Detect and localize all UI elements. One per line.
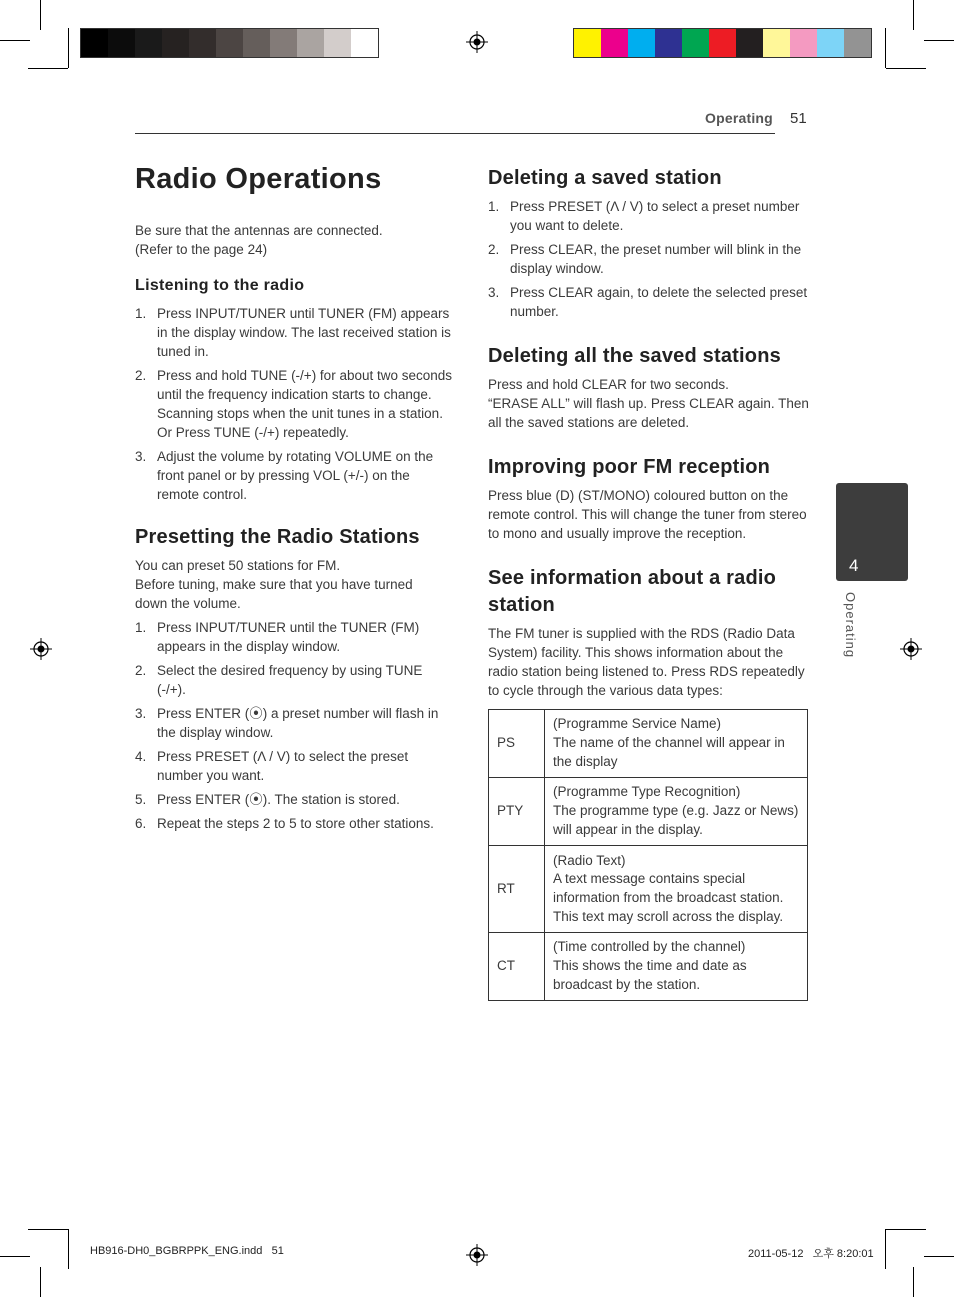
rds-description: (Programme Type Recognition) The programme type (e.g. Jazz or News) will appear in the display.: [545, 778, 808, 846]
rds-text: The FM tuner is supplied with the RDS (Radio Data System) facility. This shows information about the radio station being listened to. Press RDS repeatedly to cycle through the various data types:: [488, 626, 805, 698]
step-text: Press ENTER (⦿) a preset number will flash in the display window.: [157, 706, 439, 740]
rds-data-types-table: [488, 709, 808, 1001]
step-text: Press CLEAR, the preset number will blink in the display window.: [510, 242, 802, 276]
deleting-all-line: “ERASE ALL” will flash up. Press CLEAR again. Then all the saved stations are deleted.: [488, 396, 809, 430]
list-item: [488, 240, 808, 278]
step-number: 5.: [135, 792, 147, 807]
header-rule: [135, 133, 775, 134]
step-text: Press CLEAR again, to delete the selected preset number.: [510, 285, 808, 319]
list-item: [135, 814, 445, 833]
intro-line: (Refer to the page 24): [135, 242, 268, 257]
crop-mark: [28, 68, 68, 69]
rds-code: CT: [489, 933, 545, 1001]
crop-mark: [28, 1229, 68, 1230]
table-row: [489, 846, 808, 933]
color-swatch: [628, 29, 655, 57]
chapter-tab: [836, 483, 908, 581]
list-item: [135, 304, 455, 361]
color-swatch: [790, 29, 817, 57]
rds-description: (Programme Service Name) The name of the channel will appear in the display: [545, 710, 808, 778]
process-color-bar: [573, 28, 872, 58]
crop-mark: [924, 1256, 954, 1257]
color-swatch: [162, 29, 189, 57]
step-number: 3.: [135, 706, 147, 721]
color-swatch: [108, 29, 135, 57]
step-text: Press ENTER (⦿). The station is stored.: [157, 792, 400, 807]
table-row: [489, 933, 808, 1001]
rds-description: (Radio Text) A text message contains special information from the broadcast station. This text may scroll across the display.: [545, 846, 808, 933]
registration-mark-icon: [466, 1244, 488, 1266]
list-item: [135, 447, 455, 504]
table-row: [489, 778, 808, 846]
step-text: Press PRESET (Λ / V) to select the preset number you want.: [157, 749, 409, 783]
listening-heading: Listening to the radio: [135, 277, 305, 294]
deleting-one-steps: [488, 197, 808, 326]
crop-mark: [40, 1267, 41, 1297]
color-swatch: [655, 29, 682, 57]
rds-code: PS: [489, 710, 545, 778]
color-swatch: [189, 29, 216, 57]
color-swatch: [601, 29, 628, 57]
color-swatch: [817, 29, 844, 57]
list-item: [488, 283, 808, 321]
rds-code: PTY: [489, 778, 545, 846]
list-item: [135, 747, 445, 785]
step-text: Select the desired frequency by using TUNE (-/+).: [157, 663, 423, 697]
improving-text: Press blue (D) (ST/MONO) coloured button on the remote control. This will change the tuner from stereo to mono and usually improve the reception.: [488, 488, 807, 541]
step-number: 2.: [488, 242, 500, 257]
footer-file-name: HB916-DH0_BGBRPPK_ENG.indd 51: [90, 1245, 284, 1257]
list-item: [135, 661, 445, 699]
presetting-intro: [135, 556, 435, 613]
step-number: 2.: [135, 368, 147, 383]
color-swatch: [844, 29, 871, 57]
color-swatch: [574, 29, 601, 57]
list-item: [135, 366, 455, 442]
deleting-all-text: [488, 375, 810, 432]
step-text: Repeat the steps 2 to 5 to store other stations.: [157, 816, 434, 831]
step-number: 1.: [135, 620, 147, 635]
crop-mark: [886, 1229, 926, 1230]
step-number: 1.: [135, 306, 147, 321]
step-text: Press PRESET (Λ / V) to select a preset number you want to delete.: [510, 199, 800, 233]
chapter-tab-label: Operating: [843, 592, 858, 659]
list-item: [488, 197, 808, 235]
step-text: Adjust the volume by rotating VOLUME on the front panel or by pressing VOL (+/-) on the remote control.: [157, 449, 434, 502]
registration-mark-icon: [900, 638, 922, 660]
crop-mark: [68, 1229, 69, 1269]
rds-description: (Time controlled by the channel) This shows the time and date as broadcast by the station.: [545, 933, 808, 1001]
crop-mark: [68, 28, 69, 68]
crop-mark: [924, 40, 954, 41]
presetting-heading: Presetting the Radio Stations: [135, 526, 420, 548]
color-swatch: [709, 29, 736, 57]
intro-line: Be sure that the antennas are connected.: [135, 223, 383, 238]
color-swatch: [81, 29, 108, 57]
color-swatch: [135, 29, 162, 57]
rds-code: RT: [489, 846, 545, 933]
crop-mark: [0, 1256, 30, 1257]
step-number: 3.: [135, 449, 147, 464]
crop-mark: [0, 40, 30, 41]
improving-heading: Improving poor FM reception: [488, 456, 771, 478]
registration-mark-icon: [30, 638, 52, 660]
deleting-one-heading: Deleting a saved station: [488, 167, 722, 189]
step-number: 4.: [135, 749, 147, 764]
crop-mark: [913, 1267, 914, 1297]
list-item: [135, 704, 445, 742]
rds-heading: See information about a radio station: [488, 567, 777, 616]
presetting-intro-line: Before tuning, make sure that you have turned down the volume.: [135, 577, 413, 611]
listening-steps: [135, 304, 455, 509]
color-swatch: [216, 29, 243, 57]
step-number: 3.: [488, 285, 500, 300]
color-swatch: [297, 29, 324, 57]
color-swatch: [351, 29, 378, 57]
grayscale-color-bar: [80, 28, 379, 58]
color-swatch: [682, 29, 709, 57]
running-header-section: Operating: [705, 110, 773, 126]
step-text: Press INPUT/TUNER until TUNER (FM) appears in the display window. The last received station is tuned in.: [157, 306, 451, 359]
color-swatch: [763, 29, 790, 57]
step-text: Press INPUT/TUNER until the TUNER (FM) appears in the display window.: [157, 620, 420, 654]
crop-mark: [40, 0, 41, 30]
step-text: Press and hold TUNE (-/+) for about two seconds until the frequency indication starts to change. Scanning stops when the unit tunes in a station. Or Press TUNE (-/+) repeatedly.: [157, 368, 453, 440]
presetting-steps: [135, 618, 445, 838]
list-item: [135, 618, 445, 656]
step-number: 1.: [488, 199, 500, 214]
crop-mark: [886, 68, 926, 69]
crop-mark: [885, 1229, 886, 1269]
list-item: [135, 790, 445, 809]
color-swatch: [243, 29, 270, 57]
page-number: 51: [790, 110, 807, 127]
color-swatch: [324, 29, 351, 57]
crop-mark: [885, 28, 886, 68]
deleting-all-line: Press and hold CLEAR for two seconds.: [488, 377, 729, 392]
color-swatch: [270, 29, 297, 57]
chapter-tab-number: 4: [849, 556, 859, 575]
registration-mark-icon: [466, 31, 488, 53]
deleting-all-heading: Deleting all the saved stations: [488, 345, 781, 367]
page-title: Radio Operations: [135, 163, 382, 195]
step-number: 6.: [135, 816, 147, 831]
intro-text: [135, 221, 455, 259]
color-swatch: [736, 29, 763, 57]
table-row: [489, 710, 808, 778]
presetting-intro-line: You can preset 50 stations for FM.: [135, 558, 341, 573]
step-number: 2.: [135, 663, 147, 678]
crop-mark: [913, 0, 914, 30]
footer-timestamp: 2011-05-12 오후 8:20:01: [748, 1248, 874, 1260]
